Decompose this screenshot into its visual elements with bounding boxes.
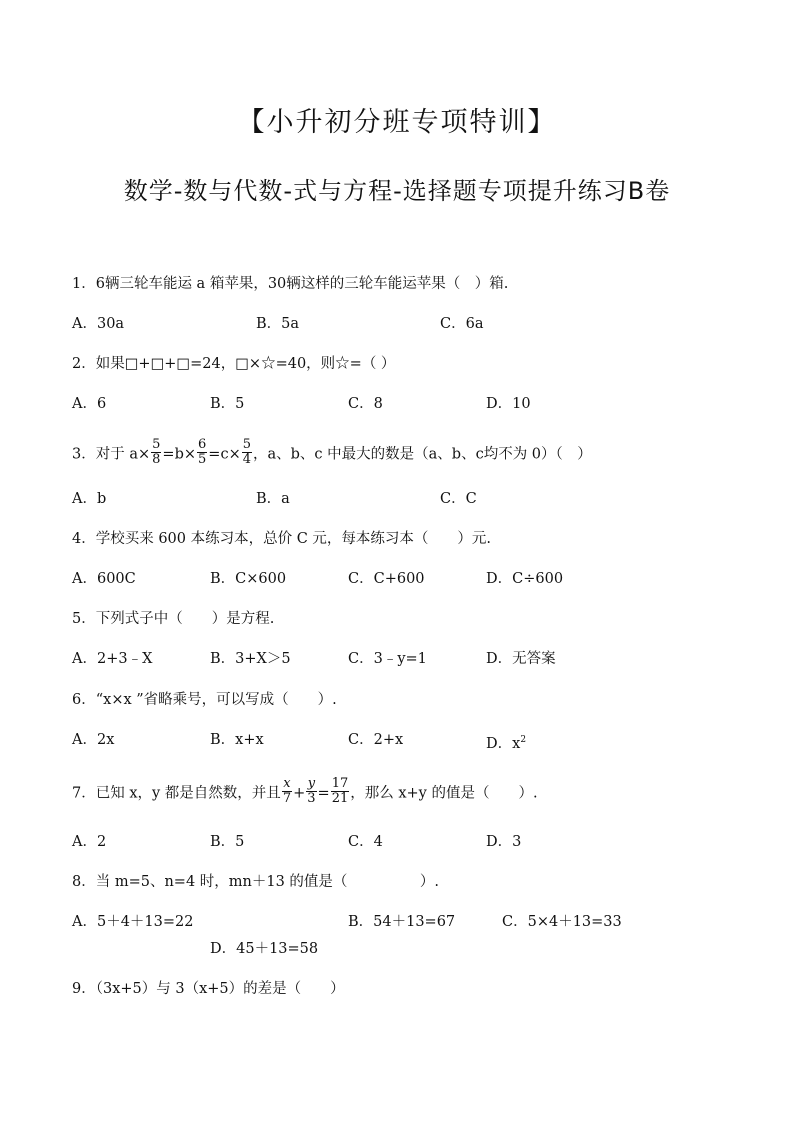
- q7-plus: +: [293, 785, 306, 802]
- q3-fraction-3: $\frac{5}{4}$: [242, 437, 251, 467]
- q2-option-d[interactable]: D．10: [486, 396, 531, 412]
- question-8: 8．当 m=5、n=4 时，mn＋13 的值是（ ）.: [72, 874, 440, 890]
- q5-option-c[interactable]: C．3﹣y=1: [348, 651, 427, 667]
- q6-option-d[interactable]: D．$x^2$: [486, 735, 527, 752]
- q8-option-b[interactable]: B．54＋13=67: [348, 914, 456, 930]
- q2-option-b[interactable]: B．5: [210, 396, 245, 412]
- q8-option-a[interactable]: A．5＋4＋13=22: [72, 914, 194, 930]
- q7-option-b[interactable]: B．5: [210, 834, 245, 850]
- q3-fraction-2: $\frac{6}{5}$: [198, 437, 207, 467]
- q8-option-d[interactable]: D．45＋13=58: [210, 941, 319, 957]
- q7-option-d[interactable]: D．3: [486, 834, 522, 850]
- q7-equals: =: [317, 785, 330, 802]
- q7-fraction-3: $\frac{17}{21}$: [331, 776, 349, 806]
- q6-option-a[interactable]: A．2x: [72, 732, 115, 748]
- q3-mid-1: =b×: [162, 446, 197, 463]
- q1-option-a[interactable]: A．30a: [72, 316, 125, 332]
- q5-option-b[interactable]: B．3+X＞5: [210, 651, 291, 667]
- q3-mid-2: =c×: [208, 446, 241, 463]
- question-9: 9．（3x+5）与 3（x+5）的差是（ ）: [72, 981, 345, 997]
- question-3: [72, 437, 592, 469]
- q5-option-d[interactable]: D．无答案: [486, 651, 556, 667]
- q2-option-c[interactable]: C．8: [348, 396, 383, 412]
- question-5: 5．下列式子中（ ）是方程.: [72, 611, 275, 627]
- q4-option-c[interactable]: C．C+600: [348, 571, 425, 587]
- question-6: 6．“x×x ”省略乘号，可以写成（ ）.: [72, 692, 337, 708]
- q3-option-b[interactable]: B．a: [256, 491, 290, 507]
- page-subtitle: 数学-数与代数-式与方程-选择题专项提升练习B卷: [123, 177, 671, 205]
- q3-suffix: ，a、b、c 中最大的数是（a、b、c均不为 0）（ ）: [253, 446, 592, 463]
- question-1: 1．6辆三轮车能运 a 箱苹果，30辆这样的三轮车能运苹果（ ）箱.: [72, 276, 509, 292]
- q2-option-a[interactable]: A．6: [72, 396, 107, 412]
- q6-option-c[interactable]: C．2+x: [348, 732, 404, 748]
- q7-suffix: ，那么 x+y 的值是（ ）.: [350, 785, 538, 802]
- q7-fraction-1: $\frac{x}{7}$: [282, 776, 292, 806]
- q7-fraction-2: $\frac{y}{3}$: [307, 776, 316, 806]
- q8-option-c[interactable]: C．5×4＋13=33: [502, 914, 622, 930]
- question-2: 2．如果□+□+□=24，□×☆=40，则☆=（ ）: [72, 356, 396, 372]
- q3-prefix: 3．对于 a×: [72, 446, 151, 463]
- q7-option-c[interactable]: C．4: [348, 834, 383, 850]
- question-4: 4．学校买来 600 本练习本，总价 C 元，每本练习本（ ）元.: [72, 531, 492, 547]
- q4-option-a[interactable]: A．600C: [72, 571, 136, 587]
- q3-option-c[interactable]: C．C: [440, 491, 477, 507]
- q1-option-c[interactable]: C．6a: [440, 316, 484, 332]
- q7-option-a[interactable]: A．2: [72, 834, 107, 850]
- q4-option-d[interactable]: D．C÷600: [486, 571, 564, 587]
- q3-option-a[interactable]: A．b: [72, 491, 107, 507]
- page-title: 【小升初分班专项特训】: [237, 107, 557, 138]
- q6-option-b[interactable]: B．x+x: [210, 732, 264, 748]
- q5-option-a[interactable]: A．2+3﹣X: [72, 651, 153, 667]
- q3-fraction-1: $\frac{5}{8}$: [152, 437, 161, 467]
- q4-option-b[interactable]: B．C×600: [210, 571, 287, 587]
- q1-option-b[interactable]: B．5a: [256, 316, 300, 332]
- question-7: [72, 776, 538, 808]
- q7-prefix: 7．已知 x，y 都是自然数，并且: [72, 785, 281, 802]
